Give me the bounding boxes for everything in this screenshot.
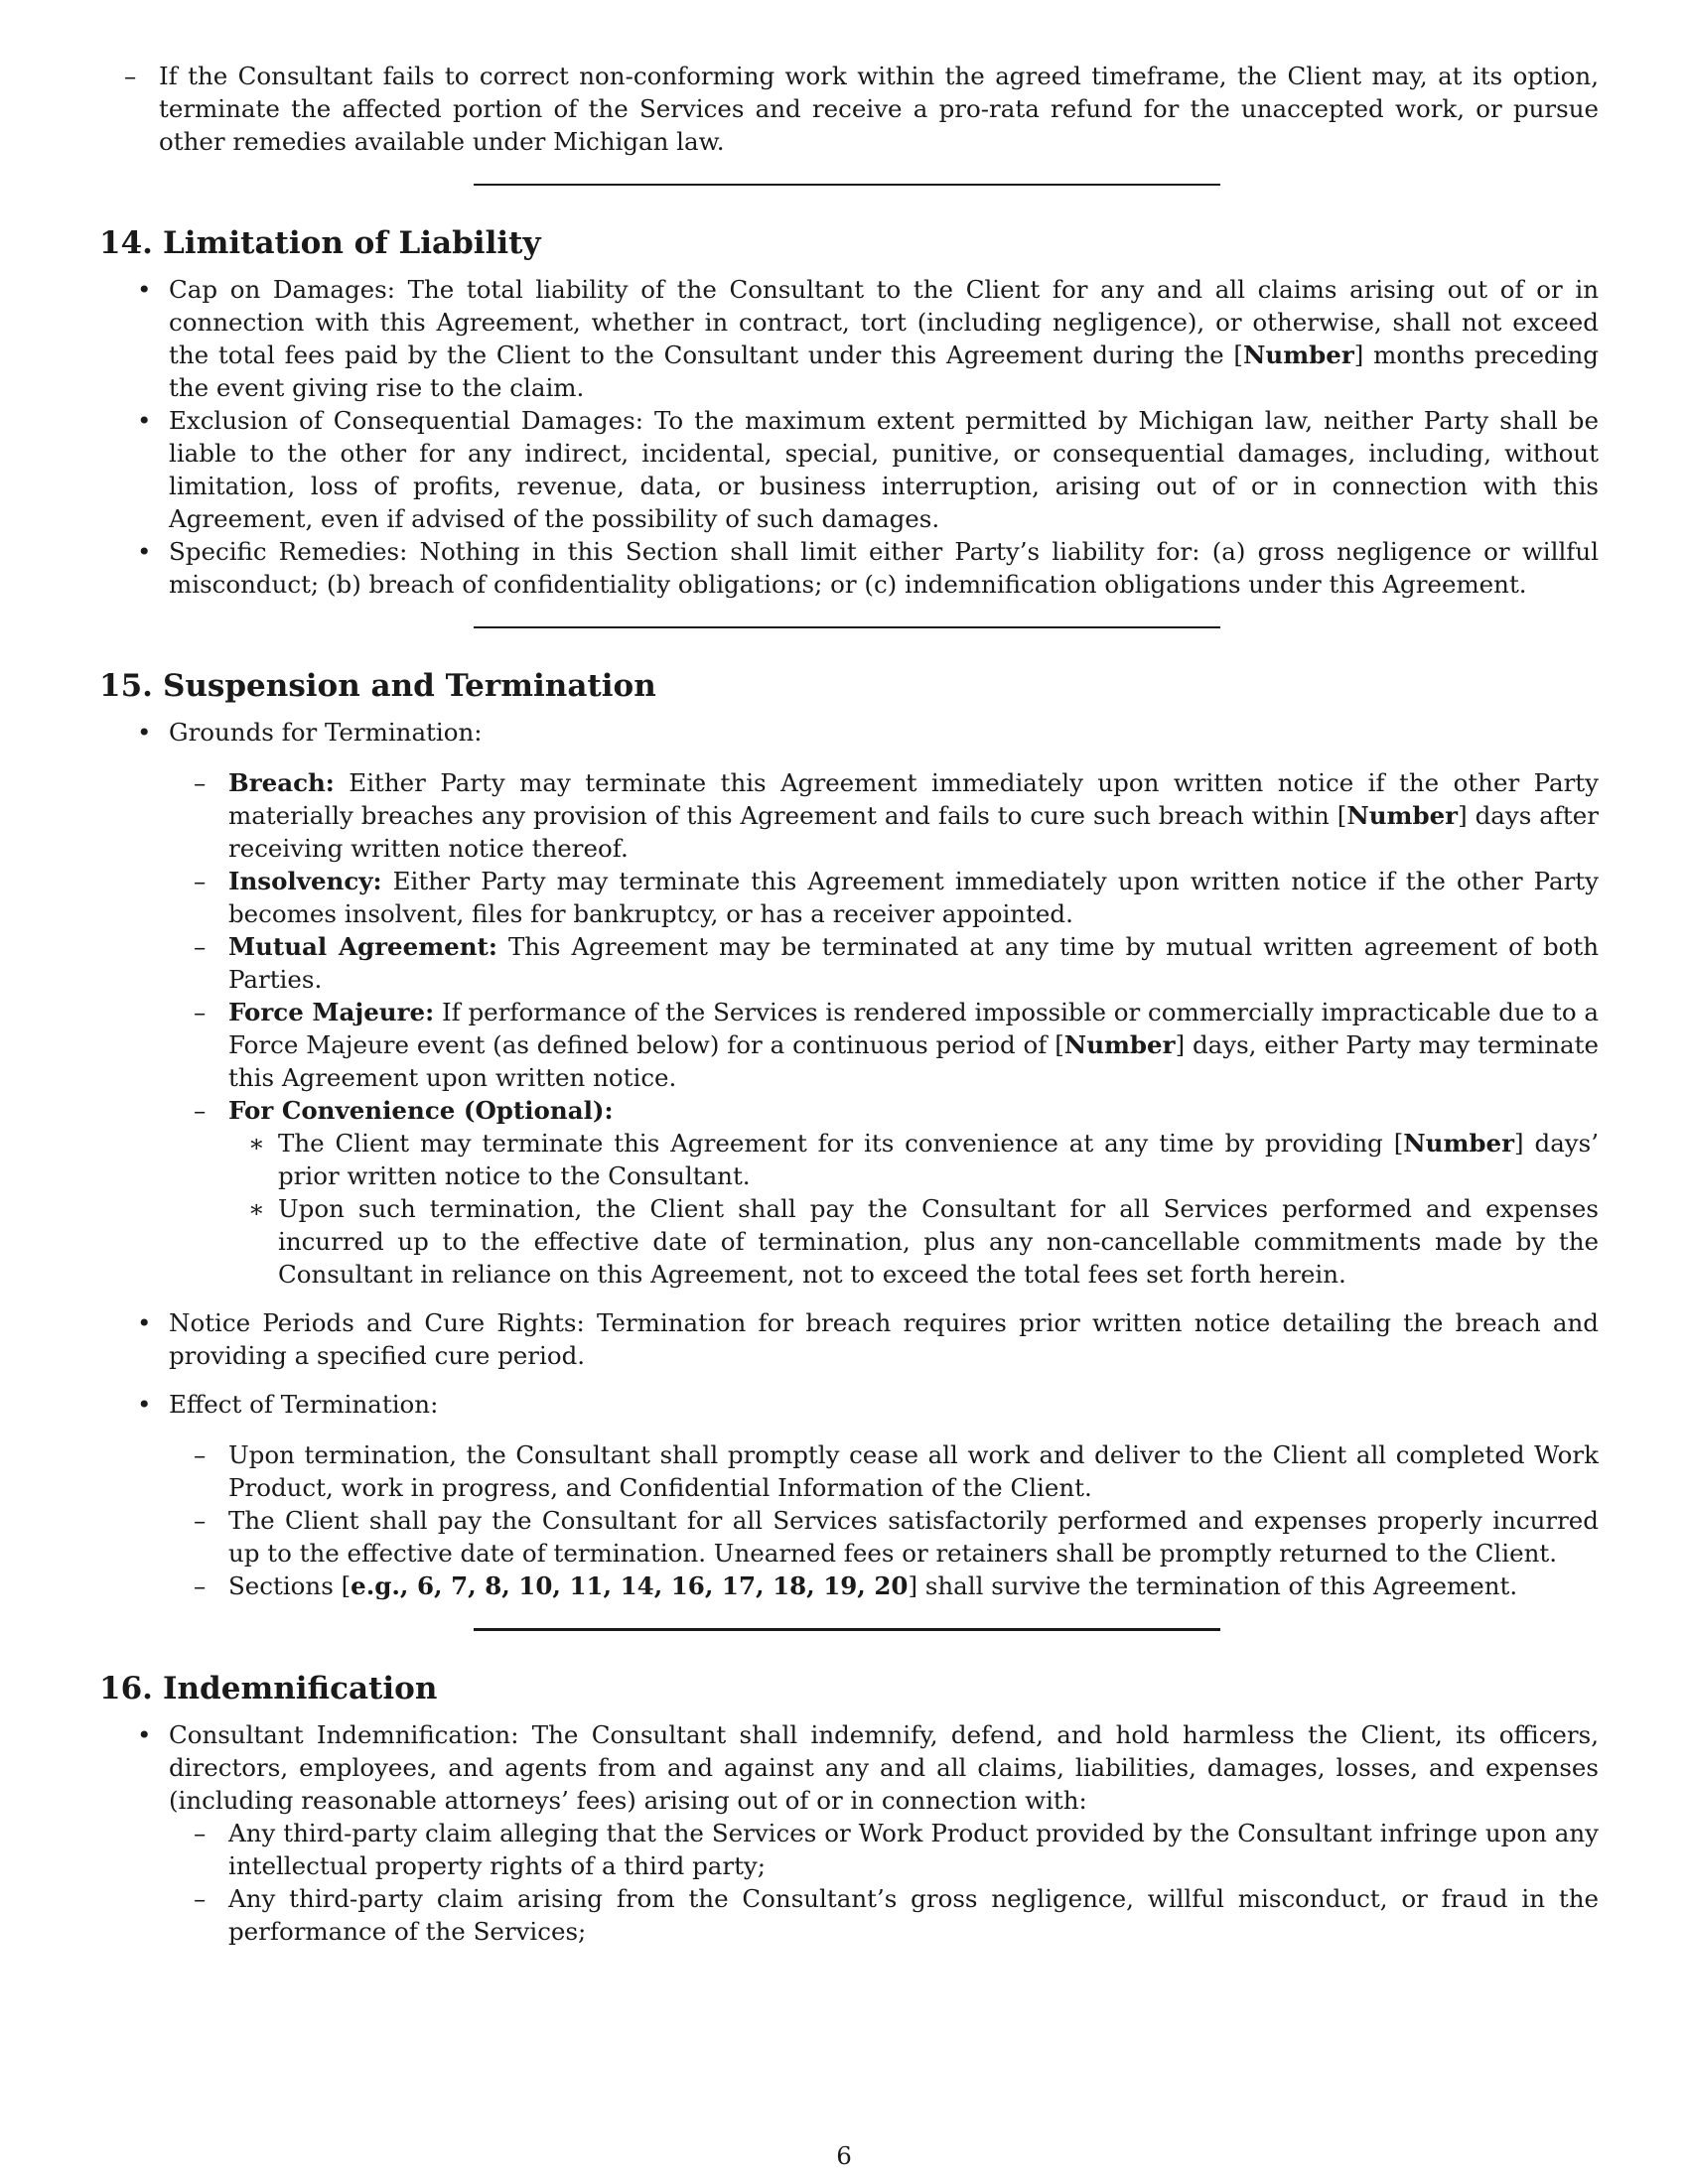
- list-item: – Any third-party claim arising from the Consultant’s gross negligence, willful misconduct, or fraud in the performance of the Services;: [169, 1882, 1599, 1948]
- list-item: ∗ Upon such termination, the Client shall pay the Consultant for all Services performed and expenses incurred up to the effective date of termination, plus any non-cancellable commitments made by the Consultant in reliance on this Agreement, not to exceed the total fees set forth herein.: [228, 1192, 1599, 1291]
- section-divider: [474, 626, 1220, 628]
- list-item-text: If the Consultant fails to correct non-conforming work within the agreed timeframe, the Client may, at its option, terminate the affected portion of the Services and receive a pro-rata refund for the unaccepted work, or pursue other remedies available under Michigan law.: [159, 62, 1599, 156]
- list-item: • Grounds for Termination: – Breach: Either Party may terminate this Agreement immediately upon written notice if the other Party materially breaches any provision of this Agreement and fails to cure such breach within [Number] days after receiving written notice thereof. – Insolvency: Either Party may terminate this Agreement immediately upon written notice if the other Party becomes insolvent, files for bankruptcy, or has a receiver appointed. – Mutual Agreement: This Agreement may be terminated at any time by mutual written agreement of both Parties. – Force Majeure: If performance of the Services is rendered impossible or commercially impracticable due to a Force Majeure event (as defined below) for a continuous period of [Number] days, either Party may terminate this Agreement upon written notice. – For Convenience (Optional): ∗ The Client may terminate this Agreement for its convenience at any time by providing [Number] days’ prior written notice to the Consultant. ∗ Upon such termination, the Client shall pay the Consultant for all Services performed and expenses incurred up to the effective date of termination, plus any non-cancellable commitments made by the Consultant in reliance on this Agreement, not to exceed the total fees set forth herein.: [99, 716, 1599, 1291]
- section-number: 16.: [99, 1671, 153, 1706]
- list-item: – Any third-party claim alleging that the Services or Work Product provided by the Consultant infringe upon any intellectual property rights of a third party;: [169, 1817, 1599, 1882]
- placeholder-number: Number: [1403, 1129, 1515, 1158]
- list-item: – Insolvency: Either Party may terminate this Agreement immediately upon written notice if the other Party becomes insolvent, files for bankruptcy, or has a receiver appointed.: [169, 865, 1599, 930]
- list-item: • Specific Remedies: Nothing in this Section shall limit either Party’s liability for: (a) gross negligence or willful misconduct; (b) breach of confidentiality obligations; or (c) indemnification obligations under this Agreement.: [99, 535, 1599, 601]
- list-item: – Upon termination, the Consultant shall promptly cease all work and deliver to the Client all completed Work Product, work in progress, and Confidential Information of the Client.: [169, 1438, 1599, 1504]
- effect-sublist: [169, 1438, 1599, 1602]
- list-item: – The Client shall pay the Consultant for all Services satisfactorily performed and expenses properly incurred up to the effective date of termination. Unearned fees or retainers shall be promptly returned to the Client.: [169, 1504, 1599, 1570]
- list-item: • Exclusion of Consequential Damages: To the maximum extent permitted by Michigan law, neither Party shall be liable to the other for any indirect, incidental, special, punitive, or consequential damages, including, without limitation, loss of profits, revenue, data, or business interruption, arising out of or in connection with this Agreement, even if advised of the possibility of such damages.: [99, 404, 1599, 535]
- section-title: Suspension and Termination: [163, 668, 656, 704]
- page-content: [99, 60, 1599, 1948]
- list-item: – Sections [e.g., 6, 7, 8, 10, 11, 14, 16, 17, 18, 19, 20] shall survive the termination of this Agreement.: [169, 1570, 1599, 1602]
- list-item: • Consultant Indemnification: The Consultant shall indemnify, defend, and hold harmless the Client, its officers, directors, employees, and agents from and against any and all claims, liabilities, damages, losses, and expenses (including reasonable attorneys’ fees) arising out of or in connection with: – Any third-party claim alleging that the Services or Work Product provided by the Consultant infringe upon any intellectual property rights of a third party; – Any third-party claim arising from the Consultant’s gross negligence, willful misconduct, or fraud in the performance of the Services;: [99, 1718, 1599, 1948]
- section-heading-14: [99, 223, 1599, 263]
- survival-sections: e.g., 6, 7, 8, 10, 11, 14, 16, 17, 18, 19, 20: [351, 1571, 909, 1600]
- list-item: • Notice Periods and Cure Rights: Termination for breach requires prior written notice detailing the breach and providing a specified cure period.: [99, 1306, 1599, 1372]
- list-item: • Cap on Damages: The total liability of the Consultant to the Client for any and all claims arising out of or in connection with this Agreement, whether in contract, tort (including negligence), or otherwise, shall not exceed the total fees paid by the Client to the Consultant under this Agreement during the [Number] months preceding the event giving rise to the claim.: [99, 273, 1599, 404]
- section-heading-16: [99, 1669, 1599, 1708]
- list-item: – Breach: Either Party may terminate this Agreement immediately upon written notice if the other Party materially breaches any provision of this Agreement and fails to cure such breach within [Number] days after receiving written notice thereof.: [169, 766, 1599, 865]
- section-number: 14.: [99, 225, 153, 261]
- list-item: ∗ The Client may terminate this Agreement for its convenience at any time by providing [Number] days’ prior written notice to the Consultant.: [228, 1127, 1599, 1192]
- indemnification-list: [99, 1718, 1599, 1948]
- list-item: • Effect of Termination: – Upon termination, the Consultant shall promptly cease all work and deliver to the Client all completed Work Product, work in progress, and Confidential Information of the Client. – The Client shall pay the Consultant for all Services satisfactorily performed and expenses properly incurred up to the effective date of termination. Unearned fees or retainers shall be promptly returned to the Client. – Sections [e.g., 6, 7, 8, 10, 11, 14, 16, 17, 18, 19, 20] shall survive the termination of this Agreement.: [99, 1388, 1599, 1602]
- section-title: Indemnification: [163, 1671, 438, 1706]
- page-number: 6: [836, 2141, 852, 2170]
- continued-sublist: [99, 60, 1599, 158]
- list-item: – Force Majeure: If performance of the Services is rendered impossible or commercially impracticable due to a Force Majeure event (as defined below) for a continuous period of [Number] days, either Party may terminate this Agreement upon written notice.: [169, 996, 1599, 1094]
- list-item: [99, 60, 1599, 158]
- section-divider: [474, 184, 1220, 186]
- convenience-sublist: [228, 1127, 1599, 1291]
- placeholder-number: Number: [1063, 1030, 1176, 1059]
- liability-list: [99, 273, 1599, 601]
- section-title: Limitation of Liability: [163, 225, 541, 261]
- section-number: 15.: [99, 668, 153, 704]
- list-item: – Mutual Agreement: This Agreement may be terminated at any time by mutual written agreement of both Parties.: [169, 930, 1599, 996]
- placeholder-number: Number: [1243, 341, 1354, 369]
- placeholder-number: Number: [1346, 801, 1459, 830]
- termination-list: [99, 716, 1599, 1602]
- section-heading-15: [99, 666, 1599, 706]
- list-item: – For Convenience (Optional): ∗ The Client may terminate this Agreement for its convenience at any time by providing [Number] days’ prior written notice to the Consultant. ∗ Upon such termination, the Client shall pay the Consultant for all Services performed and expenses incurred up to the effective date of termination, plus any non-cancellable commitments made by the Consultant in reliance on this Agreement, not to exceed the total fees set forth herein.: [169, 1094, 1599, 1291]
- grounds-sublist: [169, 766, 1599, 1291]
- section-divider: [474, 1628, 1220, 1631]
- indemnification-sublist: [169, 1817, 1599, 1948]
